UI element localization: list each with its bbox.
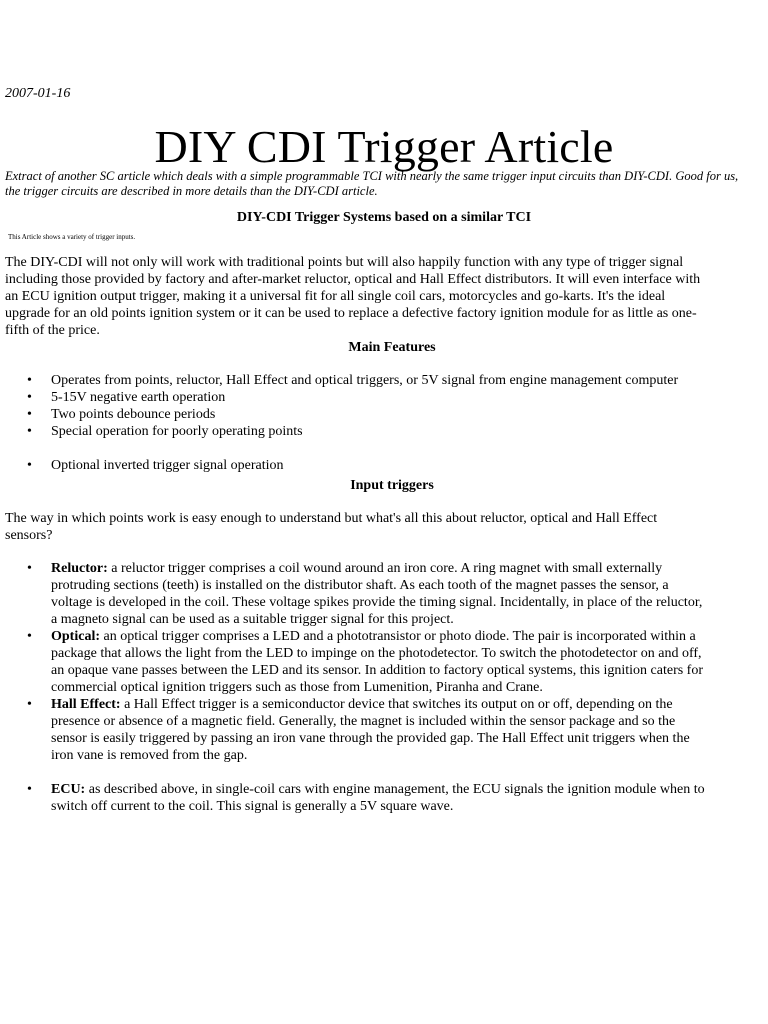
trigger-line: switch off current to the coil. This signal is generally a 5V square wave.: [51, 799, 454, 814]
list-item: [5, 372, 768, 389]
paragraph-line: an ECU ignition output trigger, making it a universal fit for all single coil cars, motorcycles and go-karts. It's the ideal: [5, 289, 666, 304]
paragraph-line: The DIY-CDI will not only will work with traditional points but will also happily function with any type of trigger signal: [5, 255, 684, 270]
bullet-icon: •: [27, 561, 32, 576]
intro-text: [5, 169, 768, 199]
trigger-name: Reluctor:: [51, 561, 108, 576]
trigger-line: package that allows the light from the LED to impinge on the photodetector. To switch the photodetector on and off,: [51, 646, 702, 661]
input-intro: [5, 510, 768, 544]
trigger-line: a reluctor trigger comprises a coil wound around an iron core. A ring magnet with small externally: [107, 561, 663, 576]
trigger-name: ECU:: [51, 782, 86, 797]
bullet-icon: •: [27, 458, 32, 473]
feature-text: Operates from points, reluctor, Hall Effect and optical triggers, or 5V signal from engine management computer: [51, 373, 679, 388]
bullet-icon: •: [27, 424, 32, 439]
intro-line: the trigger circuits are described in more details than the DIY-CDI article.: [5, 184, 378, 198]
trigger-name: Optical:: [51, 629, 100, 644]
bullet-icon: •: [27, 373, 32, 388]
trigger-name: Hall Effect:: [51, 697, 121, 712]
list-item: [5, 696, 768, 764]
main-paragraph: [5, 254, 768, 339]
triggers-list: [5, 560, 768, 815]
feature-text: Two points debounce periods: [51, 407, 216, 422]
paragraph-line: fifth of the price.: [5, 323, 100, 338]
date-line: 2007-01-16: [5, 86, 71, 101]
bullet-icon: •: [27, 407, 32, 422]
features-heading: Main Features: [348, 340, 436, 355]
trigger-line: iron vane is removed from the gap.: [51, 748, 248, 763]
list-item: [5, 457, 768, 474]
list-item: [5, 560, 768, 628]
tiny-note: This Article shows a variety of trigger inputs.: [8, 233, 136, 241]
bullet-icon: •: [27, 390, 32, 405]
bullet-icon: •: [27, 782, 32, 797]
list-item: [5, 423, 768, 440]
list-item: [5, 628, 768, 696]
paragraph-line: upgrade for an old points ignition system or it can be used to replace a defective factory ignition module for as little as one-: [5, 306, 697, 321]
trigger-line: an opaque vane passes between the LED and its sensor. In addition to factory optical systems, this ignition caters for: [51, 663, 704, 678]
feature-text: Optional inverted trigger signal operation: [51, 458, 284, 473]
paragraph-line: including those provided by factory and after-market reluctor, optical and Hall Effect distributors. It will even interface with: [5, 272, 701, 287]
trigger-line: a magneto signal can be used as a suitable trigger signal for this project.: [51, 612, 454, 627]
trigger-line: protruding sections (teeth) is installed on the distributor shaft. As each tooth of the magnet passes the sensor, a: [51, 578, 669, 593]
feature-text: Special operation for poorly operating points: [51, 424, 303, 439]
list-item: [5, 406, 768, 423]
input-heading: Input triggers: [350, 478, 434, 493]
trigger-line: as described above, in single-coil cars with engine management, the ECU signals the ignition module when to: [85, 782, 705, 797]
trigger-line: an optical trigger comprises a LED and a phototransistor or photo diode. The pair is incorporated within a: [100, 629, 696, 644]
trigger-line: commercial optical ignition triggers such as those from Lumenition, Piranha and Crane.: [51, 680, 543, 695]
trigger-line: voltage is developed in the coil. These voltage spikes provide the timing signal. Incidentally, in place of the reluctor,: [51, 595, 703, 610]
paragraph-line: The way in which points work is easy enough to understand but what's all this about reluctor, optical and Hall Effect: [5, 511, 658, 526]
features-list: [5, 372, 768, 474]
bullet-icon: •: [27, 629, 32, 644]
page-title: DIY CDI Trigger Article: [154, 121, 614, 172]
bullet-icon: •: [27, 697, 32, 712]
trigger-line: a Hall Effect trigger is a semiconductor device that switches its output on or off, depending on the: [120, 697, 673, 712]
feature-text: 5-15V negative earth operation: [51, 390, 226, 405]
intro-line: Extract of another SC article which deals with a simple programmable TCI with nearly the same trigger input circuits than DIY-CDI. Good for us,: [5, 169, 739, 183]
list-item: [5, 389, 768, 406]
paragraph-line: sensors?: [5, 528, 53, 543]
trigger-line: presence or absence of a magnetic field. Generally, the magnet is included within the sensor package and so the: [51, 714, 676, 729]
trigger-line: sensor is easily triggered by passing an iron vane through the provided gap. The Hall Effect unit triggers when the: [51, 731, 690, 746]
sub-heading: DIY-CDI Trigger Systems based on a similar TCI: [236, 210, 532, 225]
list-item: [5, 781, 768, 815]
